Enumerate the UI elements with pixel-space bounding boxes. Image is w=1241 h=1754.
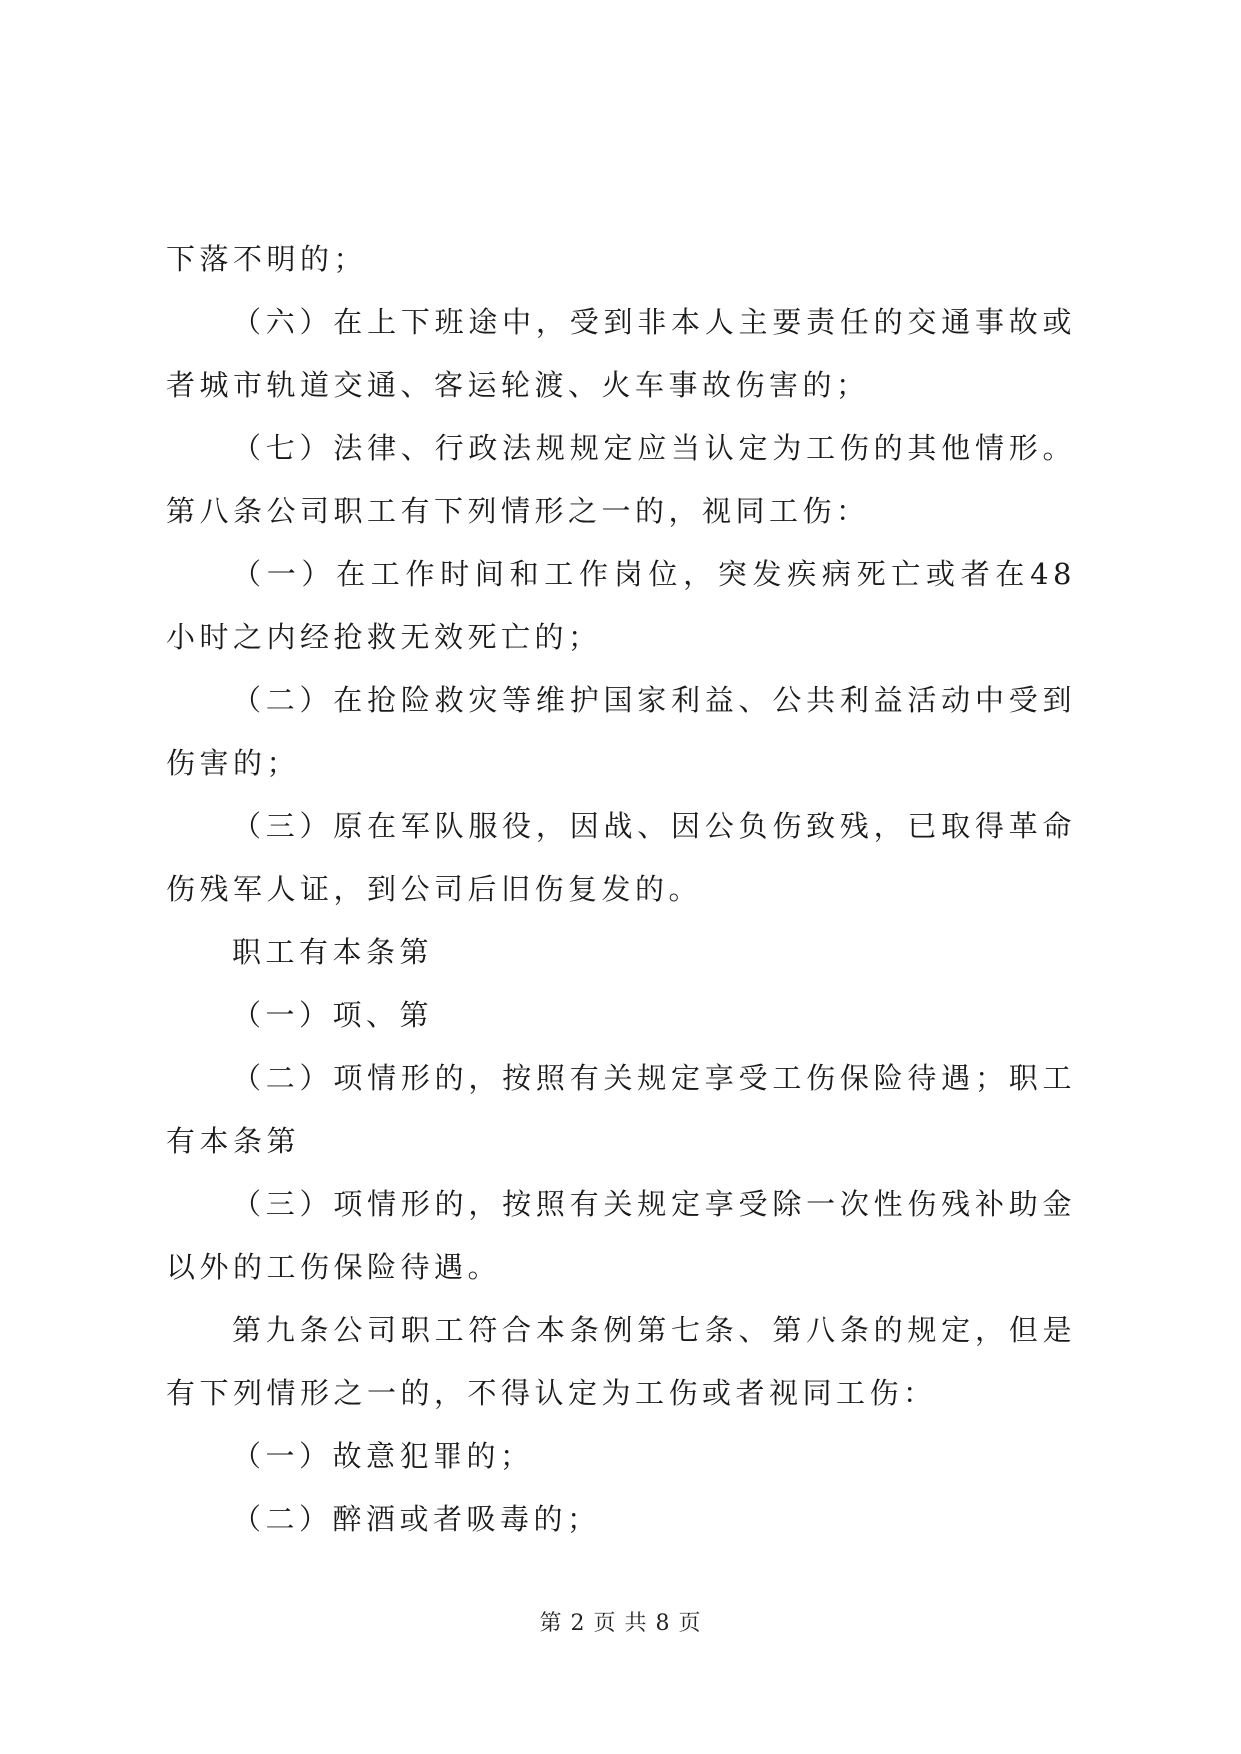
paragraph: （三）原在军队服役，因战、因公负伤致残，已取得革命伤残军人证，到公司后旧伤复发的。: [166, 809, 1076, 906]
paragraph: （一）项、第: [232, 998, 434, 1032]
paragraph: （二）醉酒或者吸毒的；: [232, 1502, 601, 1536]
paragraph: （一）在工作时间和工作岗位，突发疾病死亡或者在48小时之内经抢救无效死亡的；: [166, 557, 1076, 654]
paragraph: （一）故意犯罪的；: [232, 1439, 534, 1473]
paragraph: 第九条公司职工符合本条例第七条、第八条的规定，但是有下列情形之一的，不得认定为工伤或者视同工伤：: [166, 1313, 1076, 1410]
paragraph: （七）法律、行政法规规定应当认定为工伤的其他情形。第八条公司职工有下列情形之一的，视同工伤：: [166, 431, 1076, 528]
paragraph: （二）在抢险救灾等维护国家利益、公共利益活动中受到伤害的；: [166, 683, 1076, 780]
paragraph: （三）项情形的，按照有关规定享受除一次性伤残补助金以外的工伤保险待遇。: [166, 1187, 1076, 1284]
paragraph: （六）在上下班途中，受到非本人主要责任的交通事故或者城市轨道交通、客运轮渡、火车事故伤害的；: [166, 305, 1076, 402]
page-number-footer: 第 2 页 共 8 页: [539, 1611, 702, 1636]
paragraph: （二）项情形的，按照有关规定享受工伤保险待遇；职工有本条第: [166, 1061, 1076, 1158]
document-body: [166, 228, 1076, 1551]
paragraph: 职工有本条第: [232, 935, 434, 969]
paragraph: 下落不明的；: [166, 242, 368, 276]
